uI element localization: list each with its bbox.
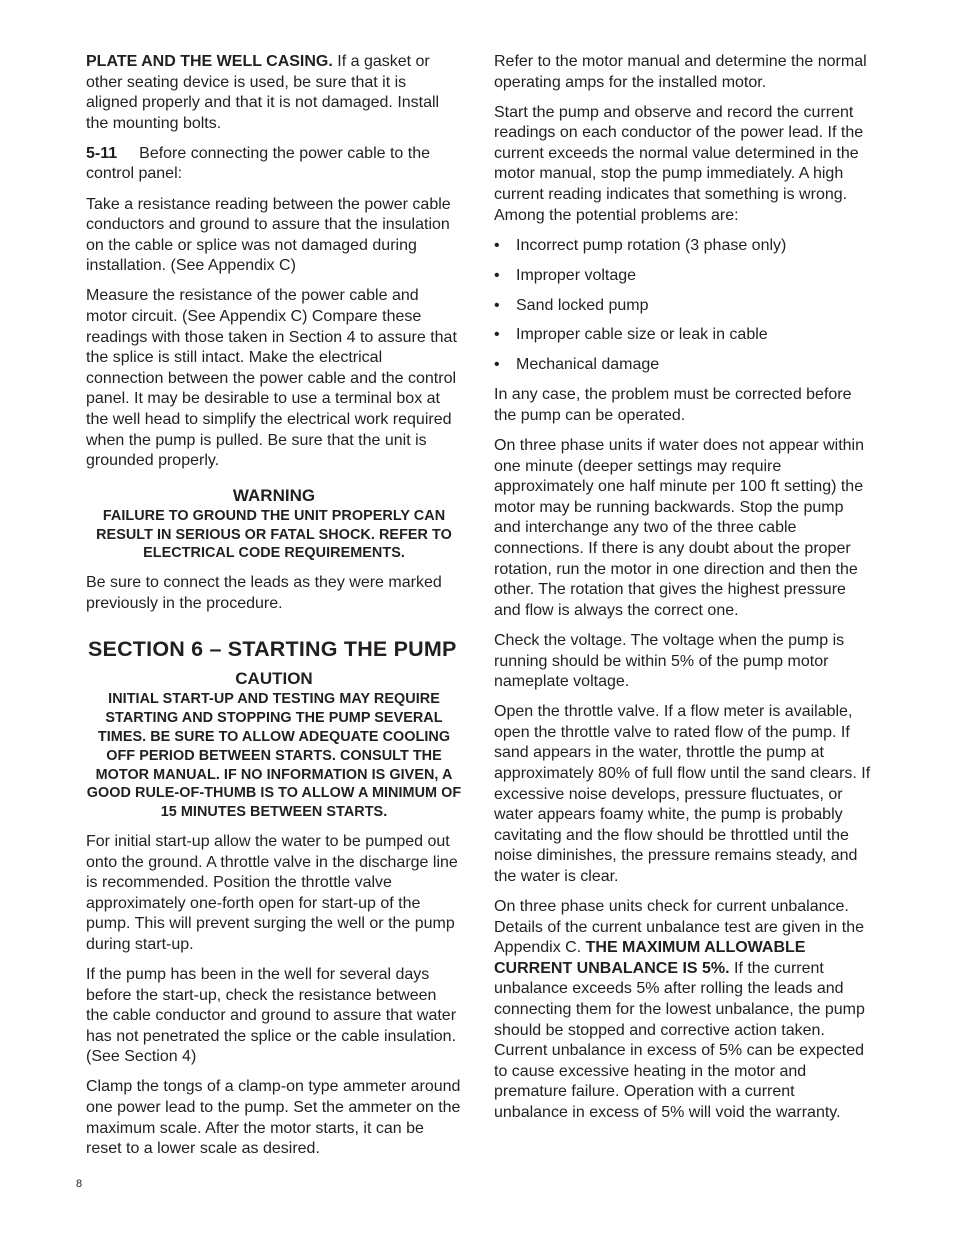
paragraph-clamp-ammeter: Clamp the tongs of a clamp-on type ammeter around one power lead to the pump. Set the ammeter on the maximum scale. After the motor starts, it can be reset to a lower scale as desired. (86, 1078, 461, 1158)
right-column (494, 52, 872, 1133)
paragraph-must-correct: In any case, the problem must be corrected before the pump can be operated. (494, 386, 852, 424)
list-item-text: Sand locked pump (516, 296, 649, 314)
paragraph-initial-startup: For initial start-up allow the water to be pumped out onto the ground. A throttle valve in the discharge line is recommended. Position the throttle valve approximately one-forth open for start-up of the pump. This will prevent surging the well or the pump during start-up. (86, 832, 458, 953)
paragraph-throttle-valve: Open the throttle valve. If a flow meter is available, open the throttle valve to rated flow of the pump. If sand appears in the water, throttle the pump at approximately 80% of full flow until the sand clears. If excessive noise develops, pressure fluctuates, or water appears foamy white, the pump is probably cavitating and the flow should be throttled until the noise diminishes, the pressure remains steady, and the water is clear. (494, 703, 871, 885)
step-text: Before connecting the power cable to the control panel: (86, 144, 430, 183)
list-item (494, 266, 872, 287)
paragraph-three-phase-rotation: On three phase units if water does not appear within one minute (deeper settings may require approximately one half minute per 100 ft setting) the motor may be running backwards. Stop the pump and interchange any two of the three cable connections. If there is any doubt about the proper rotation, run the motor in one direction and then the other. The rotation that gives the highest pressure and flow is always the correct one. (494, 437, 864, 619)
list-item (494, 325, 872, 346)
list-item-text: Incorrect pump rotation (3 phase only) (516, 236, 787, 254)
caution-heading: CAUTION (235, 669, 313, 689)
problem-list (494, 236, 872, 376)
list-item-text: Mechanical damage (516, 356, 660, 374)
paragraph-motor-manual: Refer to the motor manual and determine the normal operating amps for the installed motor. (494, 53, 867, 91)
bullet-icon: • (494, 266, 500, 284)
page-number: 8 (76, 1178, 83, 1190)
list-item (494, 236, 872, 257)
paragraph-lead-bold: PLATE AND THE WELL CASING. (86, 53, 333, 70)
list-item (494, 296, 872, 317)
paragraph-text: If a gasket or other seating device is used, be sure that it is aligned properly and that it is not damaged. Install the mounting bolts. (86, 53, 440, 132)
paragraph-mounting (86, 52, 462, 134)
step-5-11 (86, 144, 462, 185)
bullet-icon: • (494, 356, 500, 374)
section-title: SECTION 6 – STARTING THE PUMP (88, 637, 457, 662)
caution-body: INITIAL START-UP AND TESTING MAY REQUIRE STARTING AND STOPPING THE PUMP SEVERAL TIMES. BE SURE TO ALLOW ADEQUATE COOLING OFF PERIOD BETWEEN STARTS. CONSULT THE MOTOR MANUAL. IF NO INFORMATION IS GIVEN, A GOOD RULE-OF-THUMB IS TO ALLOW A MINIMUM OF 15 MINUTES BETWEEN STARTS. (86, 691, 462, 821)
bullet-icon: • (494, 296, 500, 314)
paragraph-measure-resistance: Measure the resistance of the power cable and motor circuit. (See Appendix C) Compare these readings with those taken in Section 4 to assure that the splice is still intact. Make the electrical connection between the power cable and the control panel. It may be desirable to use a terminal box at the well head to simplify the electrical work required when the pump is pulled. Be sure that the unit is grounded properly. (86, 287, 457, 470)
paragraph-start-pump: Start the pump and observe and record the current readings on each conductor of the power lead. If the current exceeds the normal value determined in the motor manual, stop the pump immediately. A high current reading indicates that something is wrong. Among the potential problems are: (494, 103, 864, 224)
step-number: 5-11 (86, 144, 118, 162)
bullet-icon: • (494, 326, 500, 344)
paragraph-emphasis: THE MAXIMUM ALLOWABLE CURRENT UNBALANCE IS 5%. (494, 939, 806, 977)
list-item-text: Improper cable size or leak in cable (516, 326, 768, 344)
paragraph-current-unbalance (494, 897, 872, 1124)
paragraph-text: On three phase units check for current unbalance. Details of the current unbalance test are given in the Appendix C. (494, 898, 864, 957)
paragraph-resistance-reading: Take a resistance reading between the power cable conductors and ground to assure that the insulation on the cable or splice was not damaged during installation. (See Appendix C) (86, 195, 451, 275)
warning-body: FAILURE TO GROUND THE UNIT PROPERLY CAN RESULT IN SERIOUS OR FATAL SHOCK. REFER TO ELECTRICAL CODE REQUIREMENTS. (96, 507, 452, 562)
paragraph-text: If the current unbalance exceeds 5% after rolling the leads and connecting them for the lowest unbalance, the pump should be stopped and corrective action taken. Current unbalance in excess of 5% can be expected to cause excessive heating in the motor and premature failure. Operation with a current unbalance in excess of 5% will void the warranty. (494, 959, 865, 1121)
paragraph-check-resistance: If the pump has been in the well for several days before the start-up, check the resistance between the cable conductor and ground to assure that water has not penetrated the splice or the cable insulation. (See Section 4) (86, 966, 457, 1066)
warning-heading: WARNING (232, 485, 316, 505)
left-column (86, 52, 462, 1169)
bullet-icon: • (494, 236, 500, 254)
paragraph-connect-leads: Be sure to connect the leads as they were marked previously in the procedure. (86, 574, 442, 612)
paragraph-check-voltage: Check the voltage. The voltage when the pump is running should be within 5% of the pump motor nameplate voltage. (494, 631, 845, 691)
list-item-text: Improper voltage (516, 266, 637, 284)
list-item (494, 355, 872, 376)
